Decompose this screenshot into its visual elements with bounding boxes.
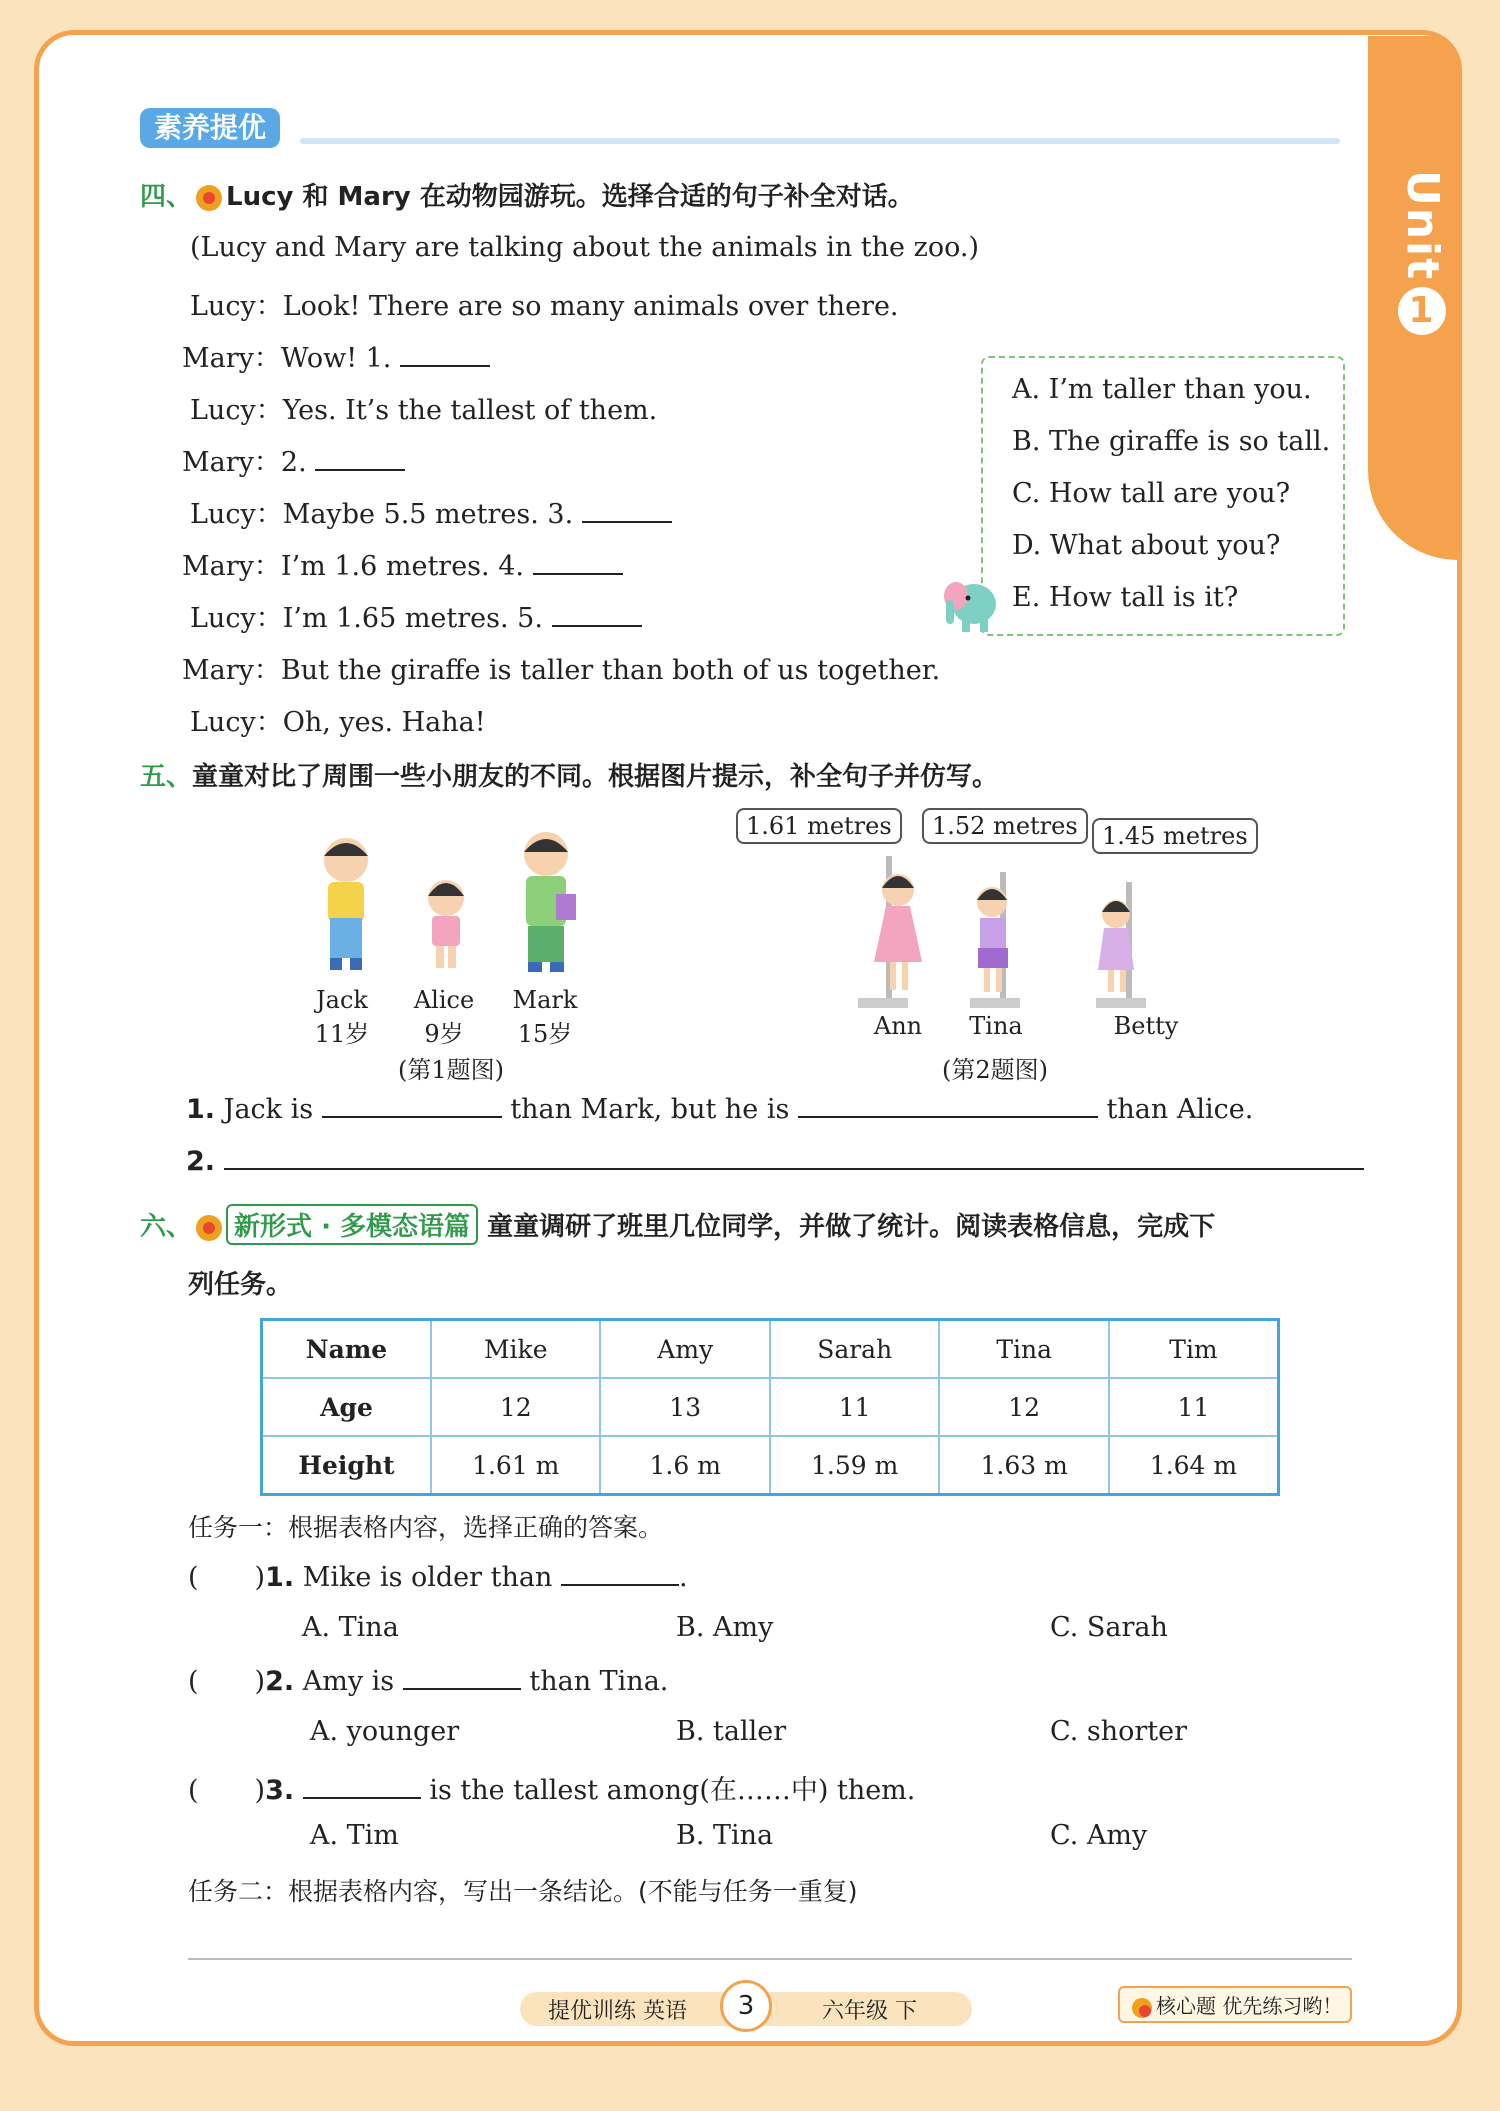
table-cell: Mike xyxy=(431,1320,600,1379)
section-5-title: 五、童童对比了周围一些小朋友的不同。根据图片提示，补全句子并仿写。 xyxy=(140,762,999,792)
answer-line[interactable] xyxy=(224,1144,1364,1170)
footer-grade: 六年级 下 xyxy=(822,1999,917,2024)
answer-blank[interactable] xyxy=(561,1560,679,1586)
mc-option[interactable]: C. Amy xyxy=(1050,1820,1148,1851)
mc-question: ( )1. Mike is older than . xyxy=(188,1562,688,1593)
mc-option[interactable]: A. Tina xyxy=(302,1612,399,1643)
table-cell: 13 xyxy=(600,1378,769,1436)
table-cell: 1.6 m xyxy=(600,1436,769,1495)
mc-question: ( )3. is the tallest among(在……中) them. xyxy=(188,1775,916,1806)
elephant-icon xyxy=(940,566,1004,634)
footer-rule xyxy=(188,1958,1352,1960)
mc-option[interactable]: B. taller xyxy=(676,1716,787,1747)
table-cell: 1.64 m xyxy=(1109,1436,1279,1495)
table-cell: Name xyxy=(262,1320,431,1379)
option-e: E. How tall is it? xyxy=(1012,582,1239,613)
dialog-line: Mary：But the giraffe is taller than both of us together. xyxy=(182,655,941,686)
table-cell: 12 xyxy=(939,1378,1108,1436)
section-5-q1: 1. Jack is than Mark, but he is than Alice. xyxy=(186,1094,1254,1125)
table-cell: 11 xyxy=(770,1378,939,1436)
option-c: C. How tall are you? xyxy=(1012,478,1291,509)
table-cell: 1.61 m xyxy=(431,1436,600,1495)
banner-line xyxy=(300,138,1340,144)
table-row xyxy=(262,1378,1279,1436)
dialog-line: Mary：I’m 1.6 metres. 4. xyxy=(182,544,623,583)
table-cell: Amy xyxy=(600,1320,769,1379)
mc-option[interactable]: A. younger xyxy=(310,1716,460,1747)
dialog-line: Lucy：Look! There are so many animals over there. xyxy=(190,291,899,322)
option-b: B. The giraffe is so tall. xyxy=(1012,426,1331,457)
answer-blank[interactable] xyxy=(315,445,405,471)
table-cell: 1.59 m xyxy=(770,1436,939,1495)
answer-blank[interactable] xyxy=(403,1664,521,1690)
table-cell: 11 xyxy=(1109,1378,1279,1436)
medal-icon xyxy=(1132,1998,1152,2018)
dialog-line: Lucy：Oh, yes. Haha! xyxy=(190,707,486,738)
kid-label-tina: Tina xyxy=(969,1012,1023,1040)
answer-blank[interactable] xyxy=(533,549,623,575)
answer-blank[interactable] xyxy=(303,1773,421,1799)
dialog-line: Mary：2. xyxy=(182,440,405,479)
core-question-hint: 核心题 优先练习哟！ xyxy=(1118,1986,1352,2023)
banner-label: 素养提优 xyxy=(140,108,280,148)
section-6-title-cont: 列任务。 xyxy=(188,1270,293,1300)
section-4-title: 四、 Lucy 和 Mary 在动物园游玩。选择合适的句子补全对话。 xyxy=(140,182,914,212)
table-cell: 12 xyxy=(431,1378,600,1436)
table-cell: Tina xyxy=(939,1320,1108,1379)
mc-question: ( )2. Amy is than Tina. xyxy=(188,1666,669,1697)
task-1-instruction: 任务一：根据表格内容，选择正确的答案。 xyxy=(188,1513,664,1542)
task-2-instruction: 任务二：根据表格内容，写出一条结论。(不能与任务一重复) xyxy=(188,1877,858,1906)
table-cell: Height xyxy=(262,1436,431,1495)
figure-2-caption: (第2题图) xyxy=(942,1056,1048,1084)
section-5-q2: 2. xyxy=(186,1144,1364,1177)
dialog-line: Lucy：Yes. It’s the tallest of them. xyxy=(190,395,658,426)
section-6-title: 六、 新形式 · 多模态语篇 童童调研了班里几位同学，并做了统计。阅读表格信息，完成下 xyxy=(140,1204,1215,1245)
option-d: D. What about you? xyxy=(1012,530,1281,561)
medal-icon xyxy=(196,1215,222,1241)
table-cell: 1.63 m xyxy=(939,1436,1108,1495)
answer-blank[interactable] xyxy=(798,1092,1098,1118)
mc-option[interactable]: B. Amy xyxy=(676,1612,774,1643)
table-row xyxy=(262,1320,1279,1379)
figure-2-illustration xyxy=(850,852,1170,1012)
answer-blank[interactable] xyxy=(582,497,672,523)
table-row xyxy=(262,1436,1279,1495)
medal-icon xyxy=(196,185,222,211)
height-bubble-ann: 1.61 metres xyxy=(736,808,902,844)
kid-label-betty: Betty xyxy=(1113,1012,1179,1040)
answer-blank[interactable] xyxy=(552,601,642,627)
unit-tab-label: Unit1 xyxy=(1378,170,1448,335)
dialog-line: (Lucy and Mary are talking about the animals in the zoo.) xyxy=(190,232,979,263)
dialog-line: Lucy：Maybe 5.5 metres. 3. xyxy=(190,492,672,531)
table-cell: Tim xyxy=(1109,1320,1279,1379)
figure-1-caption: (第1题图) xyxy=(398,1056,504,1084)
table-cell: Sarah xyxy=(770,1320,939,1379)
dialog-line: Lucy：I’m 1.65 metres. 5. xyxy=(190,596,642,635)
mc-option[interactable]: C. Sarah xyxy=(1050,1612,1168,1643)
footer-book-title: 提优训练 英语 xyxy=(548,1999,687,2024)
new-format-tag: 新形式 · 多模态语篇 xyxy=(226,1204,478,1245)
option-a: A. I’m taller than you. xyxy=(1012,374,1312,405)
figure-1-illustration xyxy=(310,830,590,990)
banner xyxy=(140,104,320,150)
dialog-line: Mary：Wow! 1. xyxy=(182,336,490,375)
height-bubble-tina: 1.52 metres xyxy=(922,808,1088,844)
kid-label-alice: Alice 9岁 xyxy=(413,986,475,1048)
mc-option[interactable]: B. Tina xyxy=(676,1820,774,1851)
mc-option[interactable]: C. shorter xyxy=(1050,1716,1188,1747)
kid-label-ann: Ann xyxy=(873,1012,923,1040)
kid-label-jack: Jack 11岁 xyxy=(314,986,370,1048)
answer-blank[interactable] xyxy=(322,1092,502,1118)
page-number: 3 xyxy=(720,1980,772,2032)
height-bubble-betty: 1.45 metres xyxy=(1092,818,1258,854)
answer-blank[interactable] xyxy=(400,341,490,367)
kid-label-mark: Mark 15岁 xyxy=(512,986,578,1048)
stats-table xyxy=(260,1318,1280,1496)
mc-option[interactable]: A. Tim xyxy=(310,1820,399,1851)
table-cell: Age xyxy=(262,1378,431,1436)
